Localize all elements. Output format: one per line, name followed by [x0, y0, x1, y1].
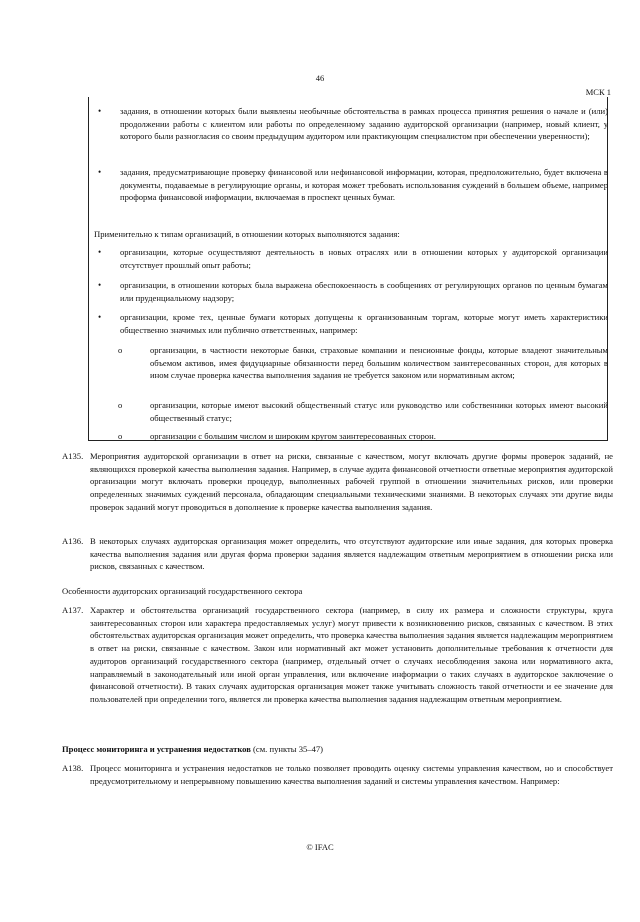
paragraph-number: A138. [62, 763, 84, 773]
bullet-icon: • [98, 247, 102, 257]
paragraph-number: A137. [62, 605, 84, 615]
bullet-icon: • [98, 312, 102, 322]
paragraph-number: A135. [62, 451, 84, 461]
monitoring-heading [62, 743, 323, 756]
org-types-intro: Применительно к типам организаций, в отношении которых выполняются задания: [94, 229, 400, 239]
section-heading: Особенности аудиторских организаций государственного сектора [62, 586, 303, 596]
list-item: задания, в отношении которых были выявлены необычные обстоятельства в рамках процесса принятия решения о начале и (или) продолжении работы с клиентом или работы по определенному заданию аудиторской организации (например, новый клиент, у которого были разногласия со своим предыдущим аудитором или практикующим специалистом при обеспечении уверенности); [120, 106, 608, 142]
document-code: МСК 1 [585, 87, 611, 97]
paragraph-text: В некоторых случаях аудиторская организация может определить, что отсутствуют аудиторские или иные задания, для которых проверка качества выполнения задания или другая форма проверки задания является надлежащим ответным мероприятием в отношении риска или рисков, связанных с качеством. [90, 536, 613, 572]
circle-bullet-icon: o [118, 431, 123, 441]
list-item: организации, в отношении которых была выражена обеспокоенность в сообщениях от регулирующих органов по ценным бумагам или пруденциальному надзору; [120, 280, 608, 303]
bullet-icon: • [98, 280, 102, 290]
sub-list-item: организации, которые имеют высокий общественный статус или руководство или собственники которых имеют высокий общественный статус; [150, 400, 608, 423]
footer-copyright: © IFAC [306, 842, 334, 852]
bullet-icon: • [98, 167, 102, 177]
circle-bullet-icon: o [118, 400, 123, 410]
bullet-icon: • [98, 106, 102, 116]
paragraph-text: Характер и обстоятельства организаций государственного сектора (например, в силу их размера и сложности структуры, круга заинтересованных сторон или характера предоставляемых услуг) могут привести к возникновению рисков, связанных с качеством. В этих обстоятельствах аудиторская организация может определить, что проверка качества выполнения задания является надлежащим мероприятием в ответ на риски, связанные с качеством. Закон или нормативный акт может установить дополнительные требования к отчетности для аудиторов организаций государственного сектора (например, отдельный отчет о случаях несоблюдения закона или нормативного акта, направляемый в законодательный или иной орган управления, или включение информации о таких случаях в аудиторское заключение о финансовой отчетности). В таких случаях аудиторская организация может также учитывать сложность такой отчетности и ее значение для пользователей при определении того, является ли проверка качества выполнения задания надлежащим ответным мероприятием. [90, 605, 613, 704]
sub-list-item: организации с большим числом и широким кругом заинтересованных сторон. [150, 431, 436, 441]
paragraph-text: Мероприятия аудиторской организации в ответ на риски, связанные с качеством, могут включать другие формы проверок заданий, не являющихся проверкой качества выполнения задания. Например, в случае аудита финансовой отчетности ответные мероприятия аудиторской организации могут включать проверки процедур, выполненных рабочей группой в отношении значительных рисков, или проверки определенных значимых суждений персонала, обладающим специальными техническими знаниями. В некоторых случаях эти другие виды проверок заданий могут проводиться в дополнение к проверке качества выполнения задания. [90, 451, 613, 512]
paragraph-number: A136. [62, 536, 84, 546]
page-number: 46 [315, 73, 325, 83]
sub-list-item: организации, в частности некоторые банки, страховые компании и пенсионные фонды, которые владеют значительным объемом активов, имея фидуциарные обязанности перед большим количеством заинтересованных сторон, для которых в ином случае проверка качества выполнения задания не требуется законом или нормативным актом; [150, 345, 608, 381]
list-item: задания, предусматривающие проверку финансовой или нефинансовой информации, которая, предположительно, будет включена в документы, подаваемые в регулирующие органы, и которая может требовать использования суждений в большем объеме, например проформа финансовой информации, включаемая в проспект ценных бумаг. [120, 167, 608, 203]
paragraph-text: Процесс мониторинга и устранения недостатков не только позволяет проводить оценку системы управления качеством, но и способствует предусмотрительному и непрерывному повышению качества выполнения заданий и системы управления качеством. Например: [90, 763, 613, 786]
circle-bullet-icon: o [118, 345, 123, 355]
monitoring-heading-title: Процесс мониторинга и устранения недостатков [62, 744, 251, 754]
list-item: организации, кроме тех, ценные бумаги которых допущены к организованным торгам, которые могут иметь характеристики общественно значимых или публично ответственных, например: [120, 312, 608, 335]
monitoring-heading-reference: (см. пункты 35–47) [250, 744, 324, 754]
list-item: организации, которые осуществляют деятельность в новых отраслях или в отношении которых у аудиторской организации отсутствует прошлый опыт работы; [120, 247, 608, 270]
